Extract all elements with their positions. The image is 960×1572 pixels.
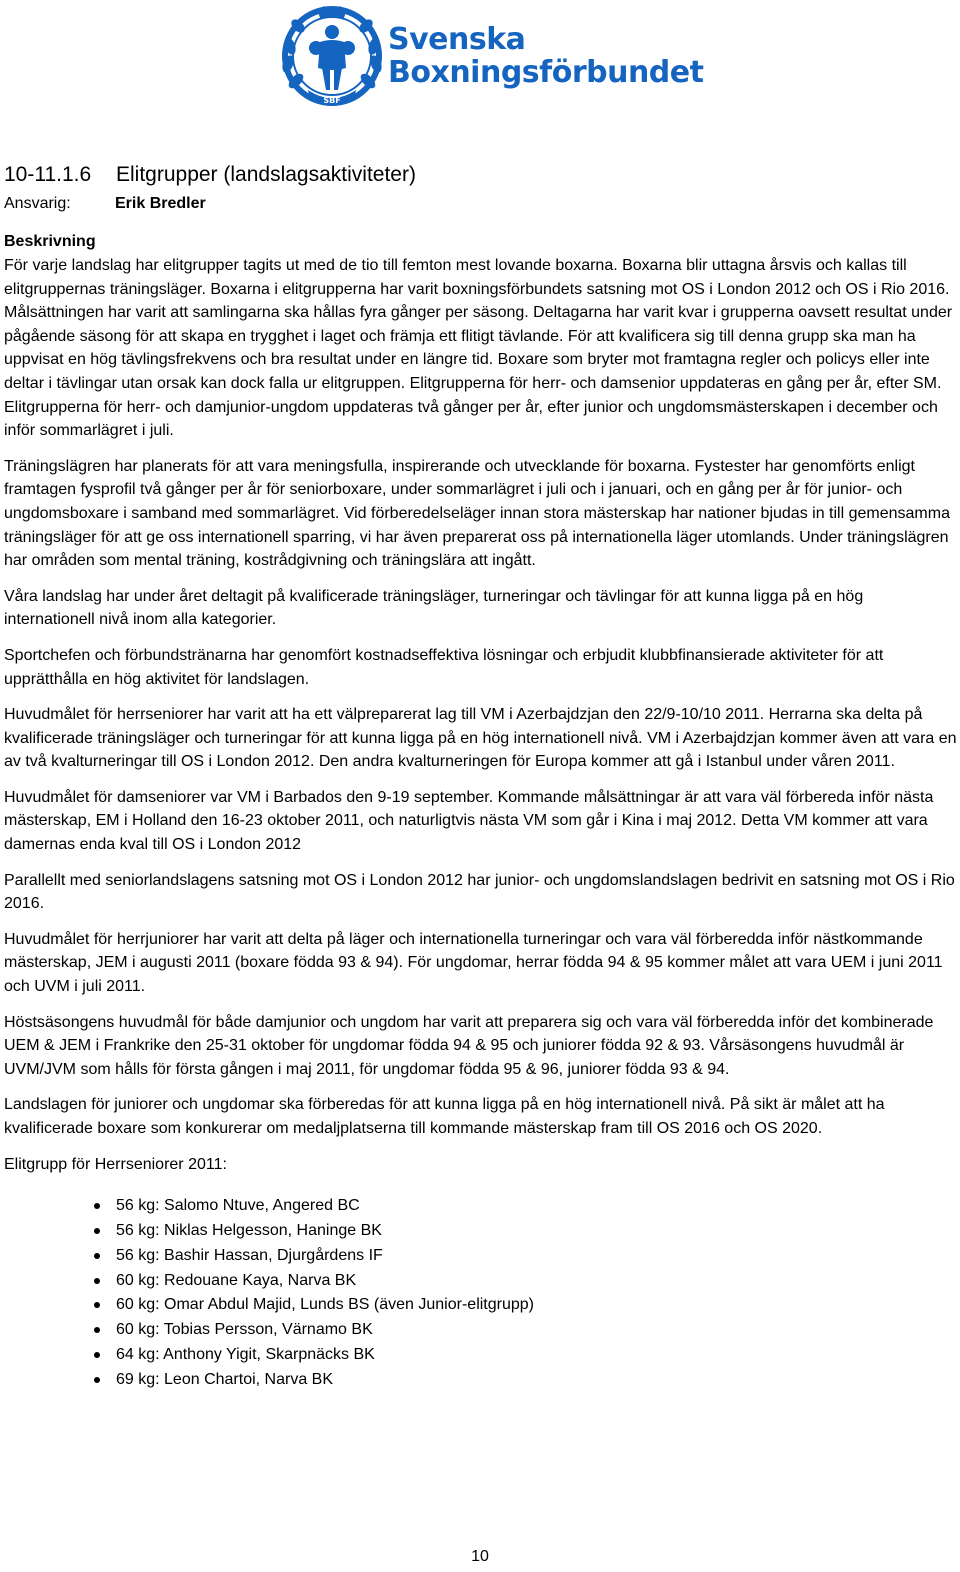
list-item-text: 64 kg: Anthony Yigit, Skarpnäcks BK bbox=[116, 1345, 375, 1363]
responsible-name: Erik Bredler bbox=[115, 195, 206, 212]
paragraph-8: Huvudmålet för herrjuniorer har varit att delta på läger och internationella turneringar och vara väl förberedda inför nästkommande mästerskap, JEM i augusti 2011 (boxare födda 93 & 94). För ungdomar, herrar födda 94 & 95 kommer målet att vara UEM i juni 2011 och UVM i juli 2011. bbox=[4, 930, 943, 996]
section-title: Elitgrupper (landslagsaktiviteter) bbox=[116, 163, 416, 186]
list-item-text: 60 kg: Omar Abdul Majid, Lunds BS (även Junior-elitgrupp) bbox=[116, 1296, 534, 1314]
emblem-text: SBF bbox=[323, 96, 341, 105]
paragraph-5: Huvudmålet för herrseniorer har varit att ha ett välpreparerat lag till VM i Azerbajdzjan den 22/9-10/10 2011. Herrarna ska delta på kvalificerade träningsläger och turneringar för att kunna ligga på en hög internationell nivå. VM i Azerbajdzjan kommer även att vara en av två kvalturneringar till OS i London 2012. Den andra kvalturneringen för Europa kommer att gå i Istanbul under våren 2011. bbox=[4, 706, 957, 771]
list-item bbox=[94, 1368, 958, 1393]
bullet-icon bbox=[94, 1203, 100, 1209]
section-number: 10-11.1.6 bbox=[4, 163, 92, 186]
document-body bbox=[4, 160, 958, 1393]
list-item bbox=[94, 1194, 958, 1219]
paragraph-7: Parallellt med seniorlandslagens satsning mot OS i London 2012 har junior- och ungdomslandslagen bedrivit en satsning mot OS i Rio 2016. bbox=[4, 871, 955, 913]
paragraph-10: Landslagen för juniorer och ungdomar ska förberedas för att kunna ligga på en hög internationell nivå. På sikt är målet att ha kvalificerade boxare som konkurerar om medaljplatserna till kommande mästerskap fram till OS 2016 och OS 2020. bbox=[4, 1096, 885, 1137]
list-item-text: 56 kg: Niklas Helgesson, Haninge BK bbox=[116, 1221, 382, 1239]
list-item-text: 69 kg: Leon Chartoi, Narva BK bbox=[116, 1370, 334, 1388]
bullet-icon bbox=[94, 1228, 100, 1234]
paragraph-9: Höstsäsongens huvudmål för både damjunior och ungdom har varit att preparera sig och vara väl förberedda inför det kombinerade UEM & JEM i Frankrike den 25-31 oktober för ungdomar födda 94 & 95 och juniorer födda 92 & 93. Vårsäsongens huvudmål är UVM/JVM som hålls för första gången i maj 2011, för ungdomar födda 95 & 96, juniorer födda 93 & 94. bbox=[4, 1013, 934, 1078]
sbf-emblem-logo bbox=[280, 6, 384, 110]
page-header bbox=[280, 6, 704, 116]
paragraph-3: Våra landslag har under året deltagit på kvalificerade träningsläger, turneringar och tävlingar för att kunna ligga på en hög internationell nivå inom alla kategorier. bbox=[4, 587, 864, 629]
paragraph-4: Sportchefen och förbundstränarna har genomfört kostnadseffektiva lösningar och erbjudit klubbfinansierade aktiviteter för att upprätthålla en hög aktivitet för landslagen. bbox=[4, 646, 884, 688]
bullet-icon bbox=[94, 1278, 100, 1284]
paragraph-1: För varje landslag har elitgrupper tagits ut med de tio till femton mest lovande boxarna. Boxarna blir uttagna årsvis och kallas till elitgruppernas träningsläger. Boxarna i elitgrupperna har varit boxningsförbundets satsning mot OS i London 2012 och OS i Rio 2016. Målsättningen har varit att samlingarna ska hållas fyra gånger per säsong. Deltagarna har varit kvar i grupperna oavsett resultat under pågående säsong för att skapa en trygghet i laget och främja ett flitigt tävlande. För att kvalificera sig till denna grupp ska man ha uppvisat en hög tävlingsfrekvens och bra resultat under en längre tid. Boxare som bryter mot framtagna regler och policys eller inte deltar i tävlingar utan orsak kan dock falla ur elitgruppen. Elitgrupperna för herr- och damsenior uppdateras en gång per år, efter SM. Elitgrupperna för herr- och damjunior-ungdom uppdateras två gånger per år, efter junior och ungdomsmästerskapen i december och inför sommarlägret i juli. bbox=[4, 257, 953, 440]
paragraph-6: Huvudmålet för damseniorer var VM i Barbados den 9-19 september. Kommande målsättningar är att vara väl förbereda inför nästa mästerskap, EM i Holland den 16-23 oktober 2011, och naturligtvis nästa VM som går i Kina i maj 2012. Detta VM kommer att vara damernas enda kval till OS i London 2012 bbox=[4, 788, 934, 854]
bullet-icon bbox=[94, 1327, 100, 1333]
description-heading: Beskrivning bbox=[4, 233, 96, 250]
bullet-icon bbox=[94, 1352, 100, 1358]
brand-name bbox=[388, 24, 703, 90]
responsible-label: Ansvarig: bbox=[4, 195, 71, 212]
list-item-text: 60 kg: Tobias Persson, Värnamo BK bbox=[116, 1321, 373, 1339]
brand-line-1: Svenska bbox=[388, 22, 526, 57]
section-heading bbox=[4, 160, 958, 190]
list-item bbox=[94, 1219, 958, 1244]
bullet-icon bbox=[94, 1253, 100, 1259]
list-item-text: 56 kg: Bashir Hassan, Djurgårdens IF bbox=[116, 1246, 383, 1264]
roster-label: Elitgrupp för Herrseniorer 2011: bbox=[4, 1155, 227, 1173]
roster-list bbox=[4, 1194, 958, 1392]
paragraph-2: Träningslägren har planerats för att vara meningsfulla, inspirerande och utvecklande för boxarna. Fystester har genomförts enligt framtagen fysprofil två gånger per år för seniorboxare, under sommarlägret i juli och i januari, och en gång per år för junior- och ungdomsboxare i samband med sommarlägret. Vid förberedelseläger innan stora mästerskap har nationer bjudas in till gemensamma träningsläger för att ge oss internationell sparring, vi har även preparerat oss på internationella läger utomlands. Under träningslägren har områden som mental träning, kostrådgivning och träningslära att ingått. bbox=[4, 457, 950, 570]
page-number: 10 bbox=[471, 1548, 489, 1565]
list-item bbox=[94, 1318, 958, 1343]
brand-line-2: Boxningsförbundet bbox=[388, 55, 704, 90]
list-item bbox=[94, 1269, 958, 1294]
list-item bbox=[94, 1293, 958, 1318]
list-item-text: 56 kg: Salomo Ntuve, Angered BC bbox=[116, 1197, 360, 1215]
bullet-icon bbox=[94, 1302, 100, 1308]
list-item bbox=[94, 1343, 958, 1368]
list-item-text: 60 kg: Redouane Kaya, Narva BK bbox=[116, 1271, 357, 1289]
responsible-row bbox=[4, 192, 958, 216]
list-item bbox=[94, 1244, 958, 1269]
bullet-icon bbox=[94, 1377, 100, 1383]
